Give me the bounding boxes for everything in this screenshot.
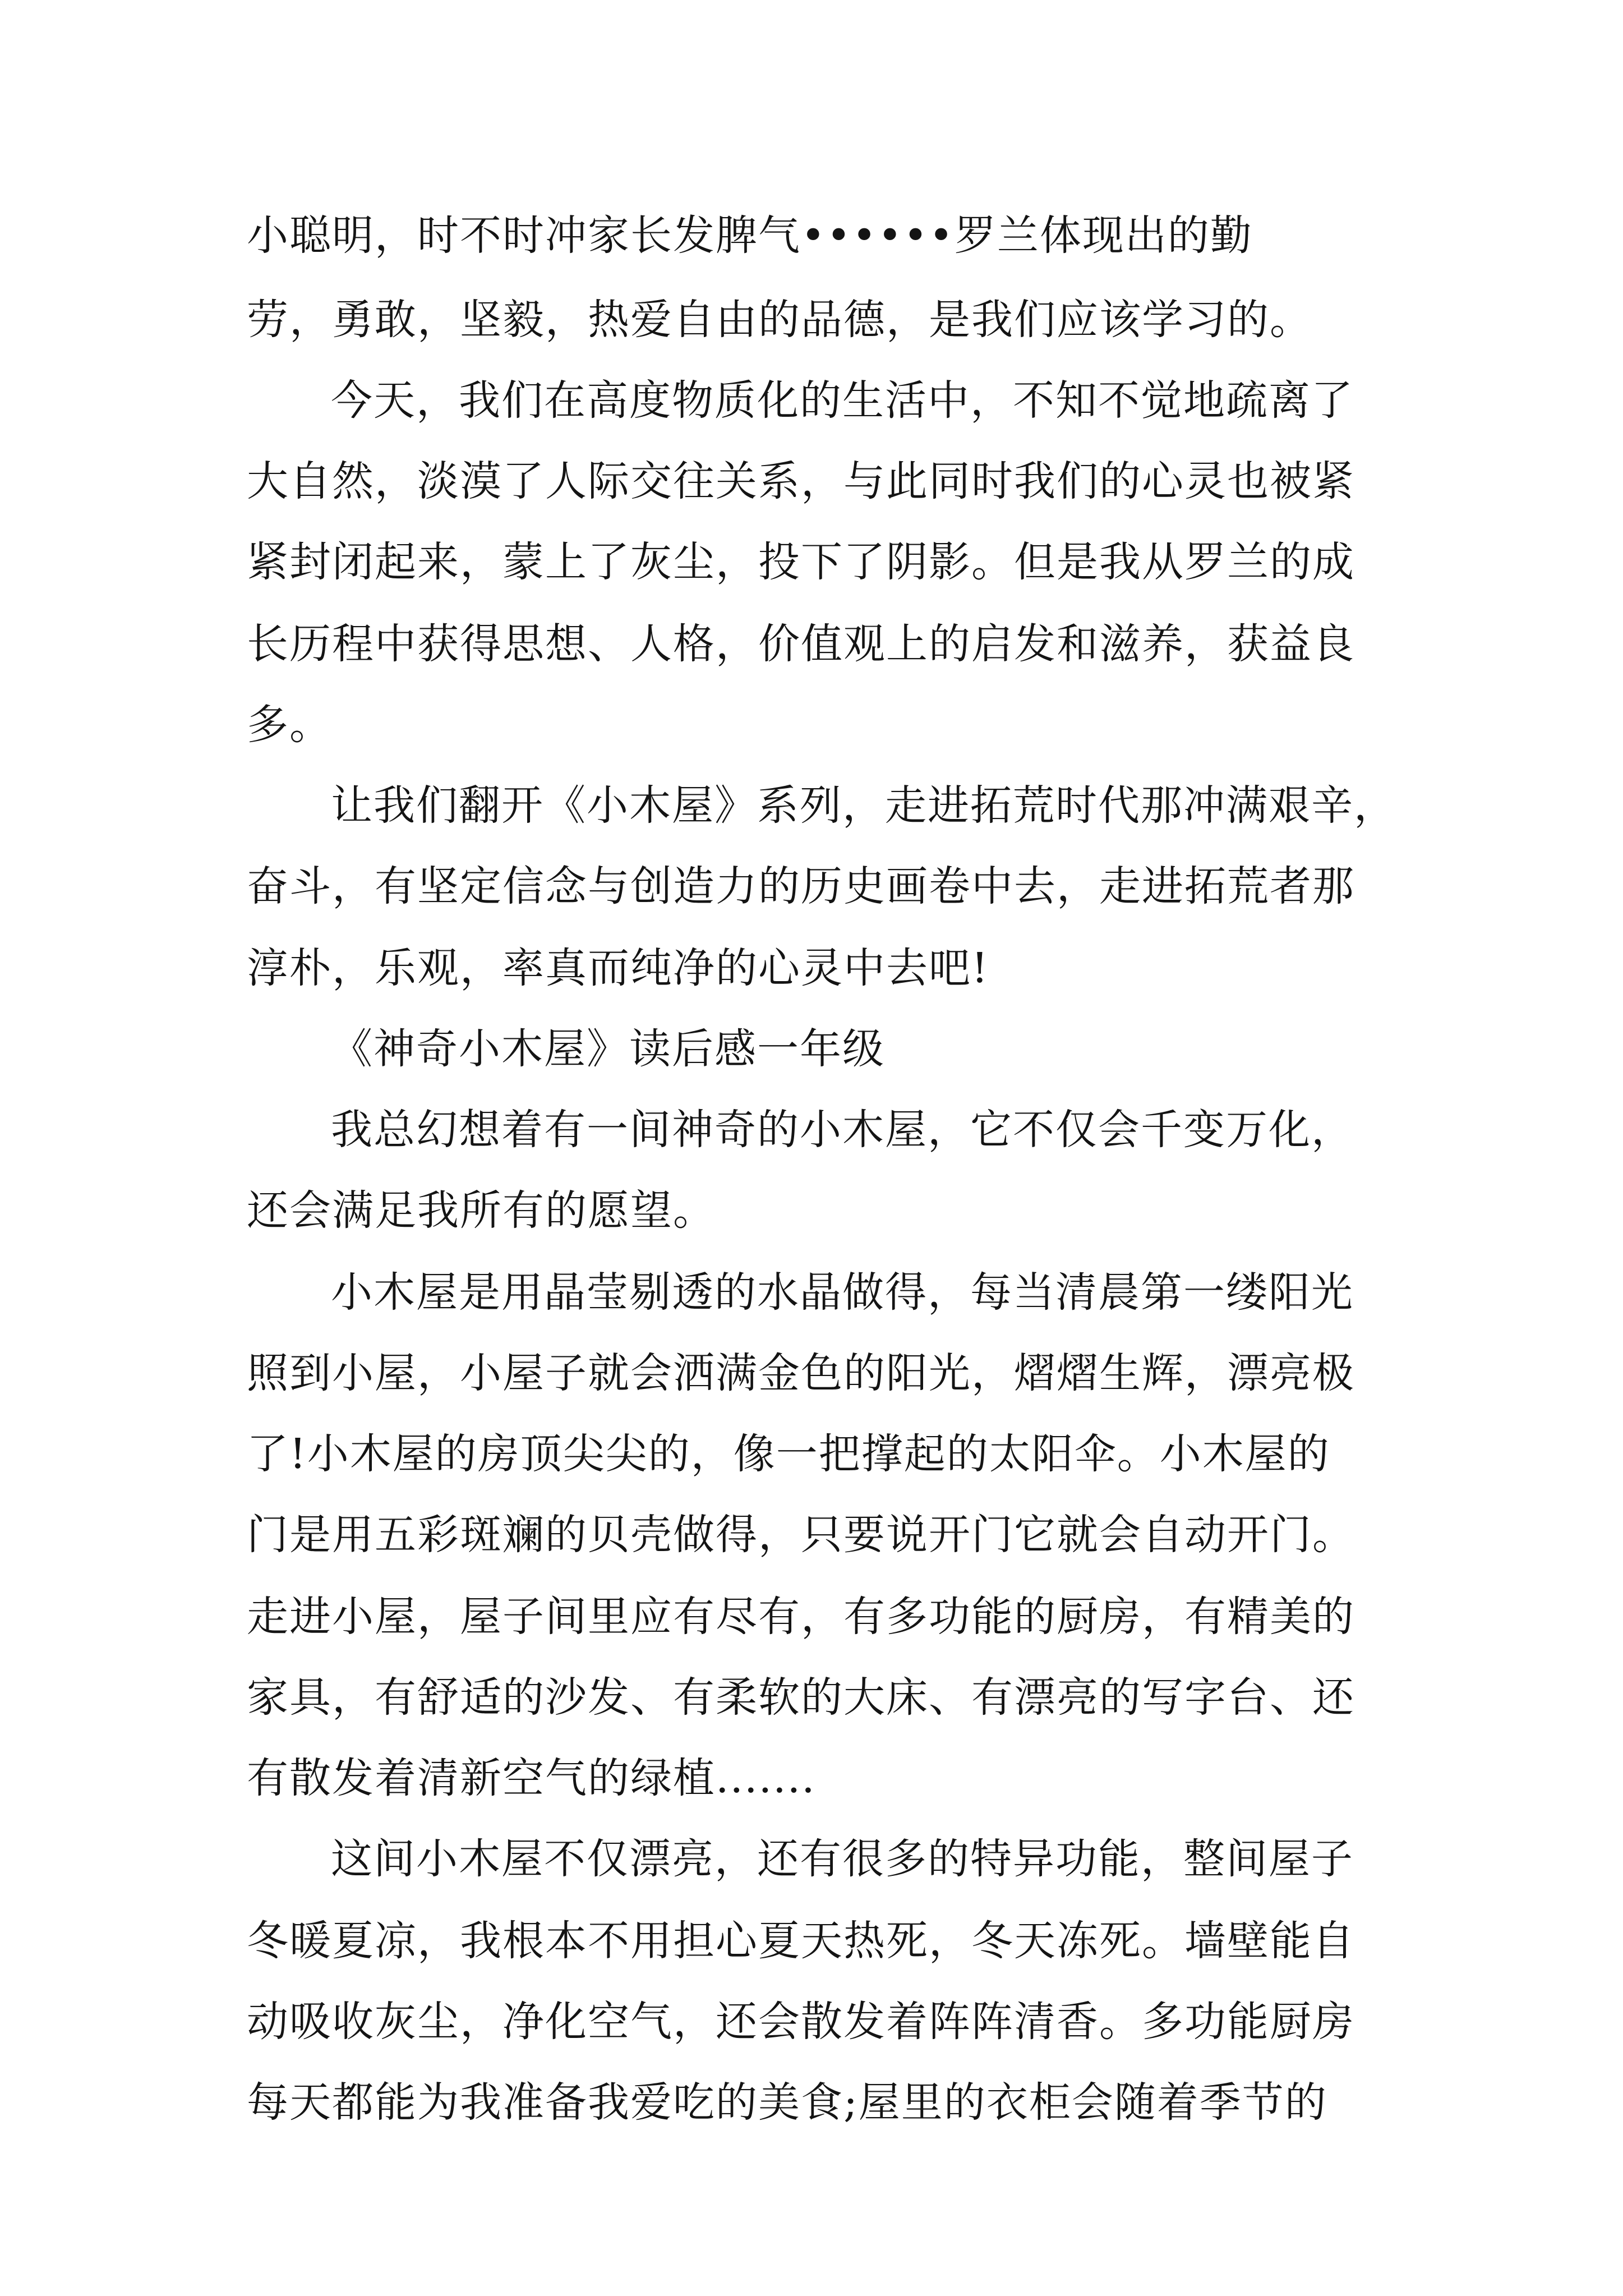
text-line: 动吸收灰尘，净化空气，还会散发着阵阵清香。多功能厨房 <box>247 1998 1355 2046</box>
text-line: 紧封闭起来，蒙上了灰尘，投下了阴影。但是我从罗兰的成 <box>247 538 1355 586</box>
text-line: 劳，勇敢，坚毅，热爱自由的品德，是我们应该学习的。 <box>247 296 1312 344</box>
text-line: 了!小木屋的房顶尖尖的，像一把撑起的太阳伞。小木屋的 <box>247 1430 1330 1478</box>
text-line: 还会满足我所有的愿望。 <box>247 1186 716 1235</box>
text-line: 冬暖夏凉，我根本不用担心夏天热死，冬天冻死。墙壁能自 <box>247 1917 1355 1965</box>
section-heading: 《神奇小木屋》读后感一年级 <box>331 1025 885 1073</box>
text-line: 大自然，淡漠了人际交往关系，与此同时我们的心灵也被紧 <box>247 457 1355 505</box>
text-line: 有散发着清新空气的绿植....... <box>247 1754 816 1802</box>
text-line: 多。 <box>247 701 332 749</box>
text-line: 淳朴，乐观，率真而纯净的心灵中去吧! <box>247 944 989 992</box>
text-line: 奋斗，有坚定信念与创造力的历史画卷中去，走进拓荒者那 <box>247 862 1355 910</box>
text-line: 今天，我们在高度物质化的生活中，不知不觉地疏离了 <box>331 376 1354 425</box>
text-line: 每天都能为我准备我爱吃的美食;屋里的衣柜会随着季节的 <box>247 2078 1327 2127</box>
text-line: 门是用五彩斑斓的贝壳做得，只要说开门它就会自动开门。 <box>247 1511 1355 1559</box>
text-line: 照到小屋，小屋子就会洒满金色的阳光，熠熠生辉，漂亮极 <box>247 1349 1355 1397</box>
text-line: 我总幻想着有一间神奇的小木屋，它不仅会千变万化， <box>331 1106 1354 1154</box>
text-line: 这间小木屋不仅漂亮，还有很多的特异功能，整间屋子 <box>331 1835 1354 1883</box>
text-line: 长历程中获得思想、人格，价值观上的启发和滋养，获益良 <box>247 620 1355 668</box>
text-line: 让我们翻开《小木屋》系列，走进拓荒时代那冲满艰辛， <box>331 781 1396 830</box>
text-line: 小木屋是用晶莹剔透的水晶做得，每当清晨第一缕阳光 <box>331 1268 1354 1317</box>
text-line: 小聪明，时不时冲家长发脾气••••••罗兰体现出的勤 <box>247 211 1253 260</box>
text-line: 家具，有舒适的沙发、有柔软的大床、有漂亮的写字台、还 <box>247 1673 1355 1722</box>
text-line: 走进小屋，屋子间里应有尽有，有多功能的厨房，有精美的 <box>247 1593 1355 1641</box>
